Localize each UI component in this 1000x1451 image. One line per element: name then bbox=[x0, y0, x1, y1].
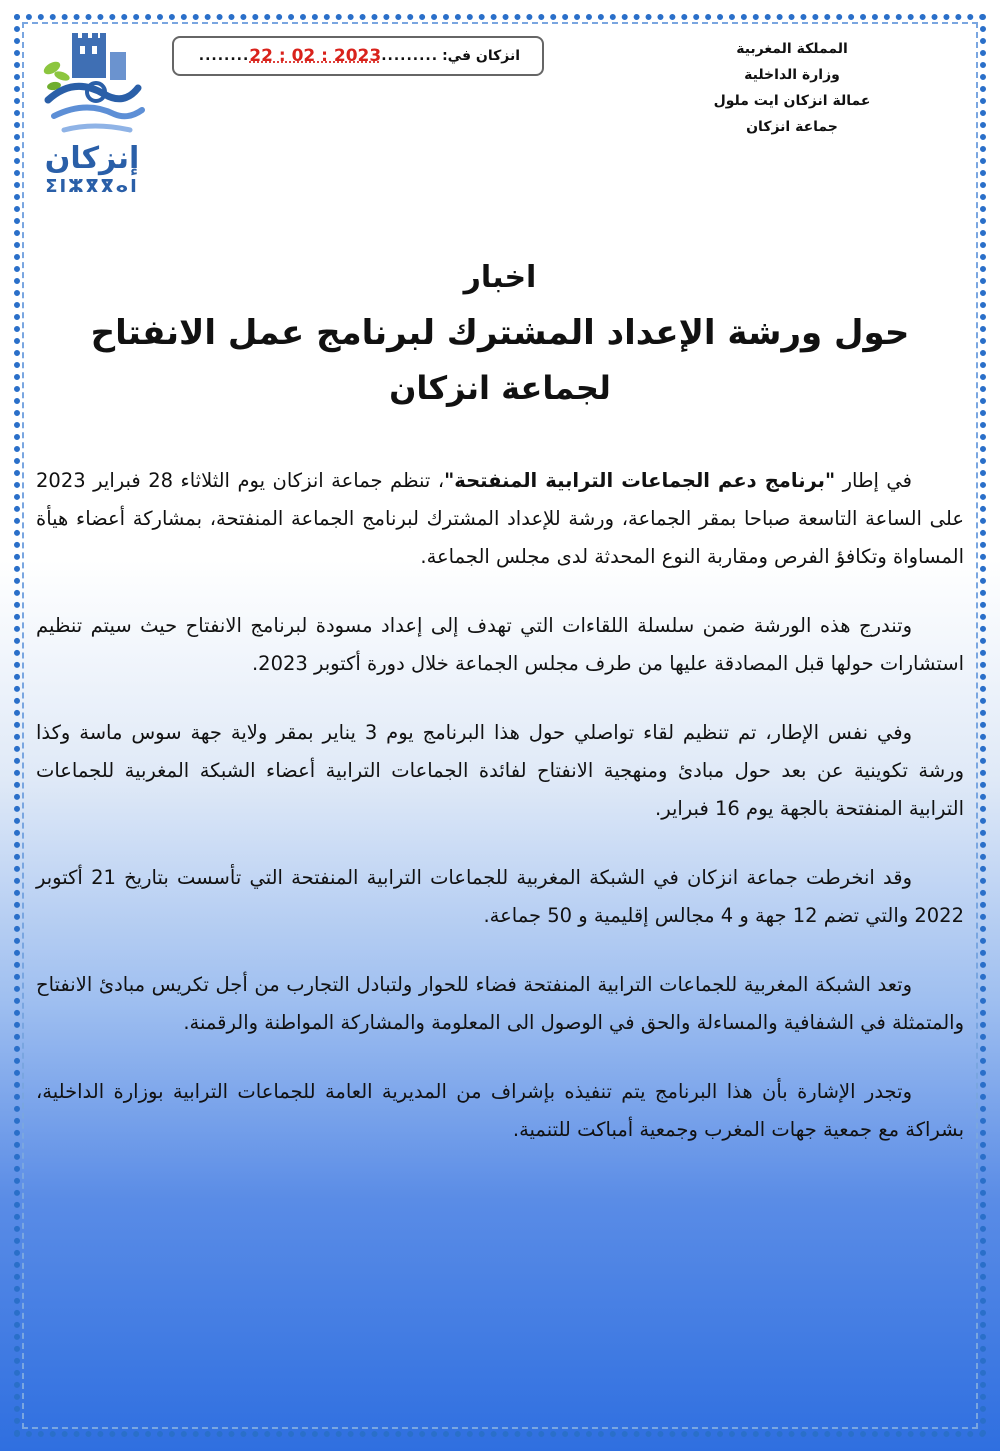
logo-arabic-text: إنزكان bbox=[44, 141, 140, 176]
title-line-1: اخبار bbox=[463, 260, 537, 295]
paragraph-3: وفي نفس الإطار، تم تنظيم لقاء تواصلي حول هذا البرنامج يوم 3 يناير بمقر ولاية جهة سوس ماسة وكذا ورشة تكوينية عن بعد حول مبادئ ومنهجية الانفتاح لفائدة الجماعات الترابية أعضاء الشبكة المغربية للجماعات الترابية المنفتحة بالجهة يوم 16 فبراير. bbox=[36, 721, 964, 820]
inezgane-emblem-icon bbox=[34, 30, 150, 140]
title-line-2: حول ورشة الإعداد المشترك لبرنامج عمل الانفتاح bbox=[90, 313, 910, 353]
date-label: انزكان في: bbox=[442, 48, 520, 64]
date-box bbox=[172, 36, 544, 76]
date-dots-before: ......... bbox=[381, 48, 439, 64]
document-title bbox=[80, 252, 920, 414]
paragraph-6: وتجدر الإشارة بأن هذا البرنامج يتم تنفيذه بإشراف من المديرية العامة للجماعات الترابية بوزارة الداخلية، بشراكة مع جمعية جهات المغرب وجمعية أمباكت للتنمية. bbox=[36, 1080, 964, 1141]
paragraph-4: وقد انخرطت جماعة انزكان في الشبكة المغربية للجماعات الترابية المنفتحة التي تأسست بتاريخ 21 أكتوبر 2022 والتي تضم 12 جهة و 4 مجالس إقليمية و 50 جماعة. bbox=[36, 866, 964, 927]
program-name: "برنامج دعم الجماعات الترابية المنفتحة" bbox=[444, 469, 836, 492]
paragraph-5: وتعد الشبكة المغربية للجماعات الترابية المنفتحة فضاء للحوار ولتبادل التجارب من أجل تكريس مبادئ الانفتاح والمتمثلة في الشفافية والمساءلة والحق في الوصول الى المعلومة والمشاركة المواطنة والرقمنة. bbox=[36, 973, 964, 1034]
date-dots-after: ........ bbox=[198, 48, 250, 64]
header-commune: جماعة انزكان bbox=[746, 119, 838, 135]
title-line-3: لجماعة انزكان bbox=[389, 369, 611, 407]
header-ministry: وزارة الداخلية bbox=[744, 67, 840, 83]
document-body bbox=[36, 462, 964, 1180]
header-prefecture: عمالة انزكان ايت ملول bbox=[713, 93, 871, 109]
paragraph-1-rest: ، تنظم جماعة انزكان يوم الثلاثاء 28 فبراير 2023 على الساعة التاسعة صباحا بمقر الجماعة، ورشة للإعداد المشترك لبرنامج الجماعة المنفتحة، بمشاركة أعضاء هيأة المساواة وتكافؤ الفرص ومقاربة النوع المحدثة لدى مجلس الجماعة. bbox=[36, 469, 964, 568]
paragraph-1-intro: في إطار bbox=[835, 469, 913, 492]
municipality-logo bbox=[34, 30, 150, 197]
header-kingdom: المملكة المغربية bbox=[736, 41, 848, 57]
paragraph-2: وتندرج هذه الورشة ضمن سلسلة اللقاءات التي تهدف إلى إعداد مسودة لبرنامج الانفتاح حيث سيتم تنظيم استشارات حولها قبل المصادقة عليها من طرف مجلس الجماعة خلال دورة أكتوبر 2023. bbox=[36, 614, 964, 675]
date-value: 22 : 02 : 2023 bbox=[249, 46, 382, 66]
logo-tifinagh-text: ⵉⵏⵣⴳⴳⴰⵏ bbox=[45, 176, 139, 197]
paragraph-1 bbox=[36, 462, 964, 576]
official-header bbox=[662, 36, 922, 140]
